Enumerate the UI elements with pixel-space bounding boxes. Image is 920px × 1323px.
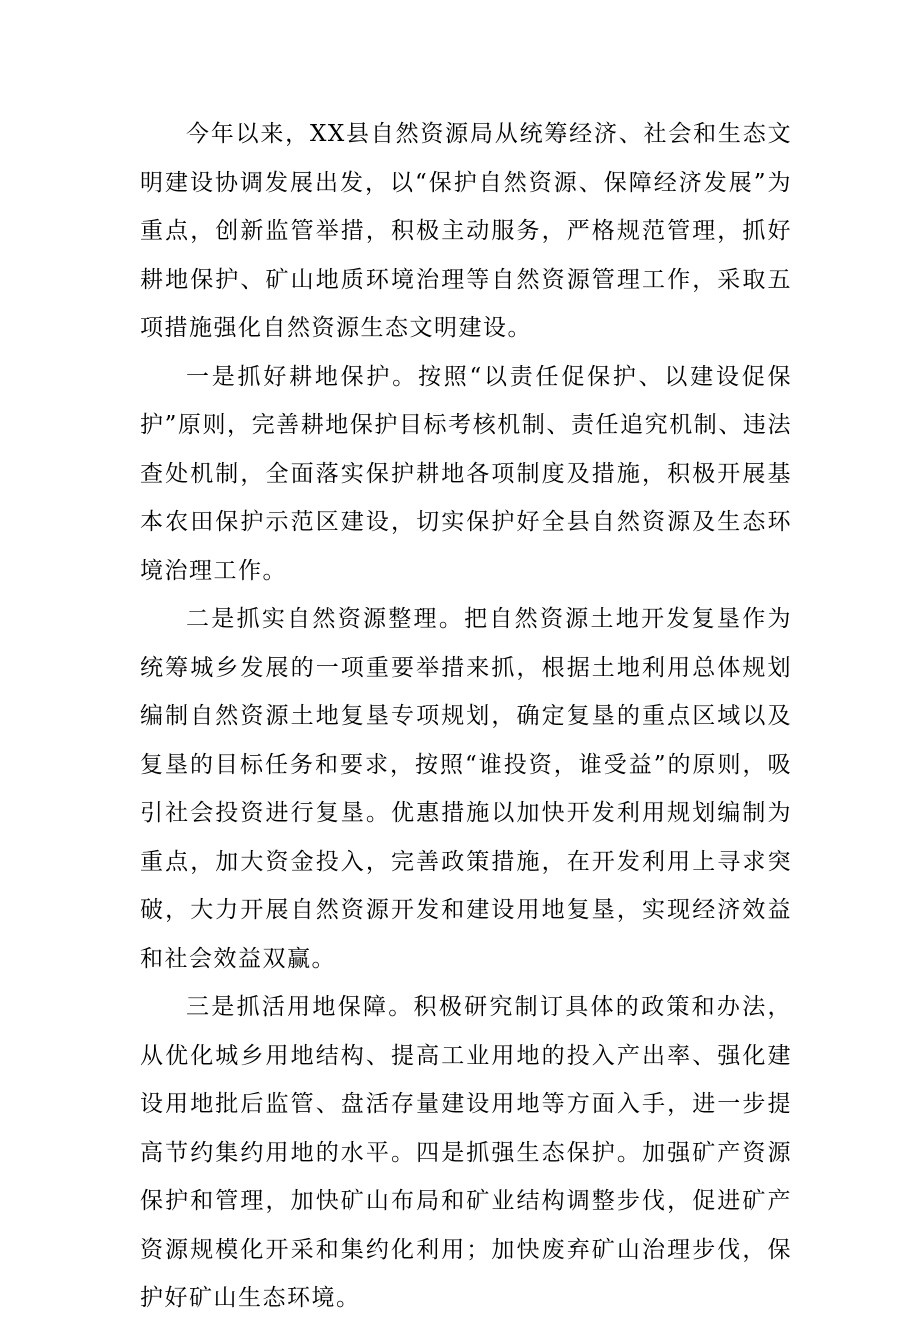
paragraph-land-use-and-ecology: 三是抓活用地保障。积极研究制订具体的政策和办法，从优化城乡用地结构、提高工业用地的投入产出率、强化建设用地批后监管、盘活存量建设用地等方面入手，进一步提高节约集约用地的水平。四是抓强生态保护。加强矿产资源保护和管理，加快矿山布局和矿业结构调整步伐，促进矿产资源规模化开采和集约化利用；加快废弃矿山治理步伐，保护好矿山生态环境。 [140, 994, 792, 1311]
document-body [140, 110, 792, 1323]
paragraph-resource-consolidation: 二是抓实自然资源整理。把自然资源土地开发复垦作为统筹城乡发展的一项重要举措来抓，根据土地利用总体规划编制自然资源土地复垦专项规划，确定复垦的重点区域以及复垦的目标任务和要求，按照“谁投资，谁受益”的原则，吸引社会投资进行复垦。优惠措施以加快开发利用规划编制为重点，加大资金投入，完善政策措施，在开发利用上寻求突破，大力开展自然资源开发和建设用地复垦，实现经济效益和社会效益双赢。 [140, 606, 792, 972]
paragraph-intro: 今年以来，XX县自然资源局从统筹经济、社会和生态文明建设协调发展出发，以“保护自然资源、保障经济发展”为重点，创新监管举措，积极主动服务，严格规范管理，抓好耕地保护、矿山地质环境治理等自然资源管理工作，采取五项措施强化自然资源生态文明建设。 [140, 121, 792, 341]
paragraph-farmland-protection: 一是抓好耕地保护。按照“以责任促保护、以建设促保护”原则，完善耕地保护目标考核机制、责任追究机制、违法查处机制，全面落实保护耕地各项制度及措施，积极开展基本农田保护示范区建设，切实保护好全县自然资源及生态环境治理工作。 [140, 363, 792, 584]
